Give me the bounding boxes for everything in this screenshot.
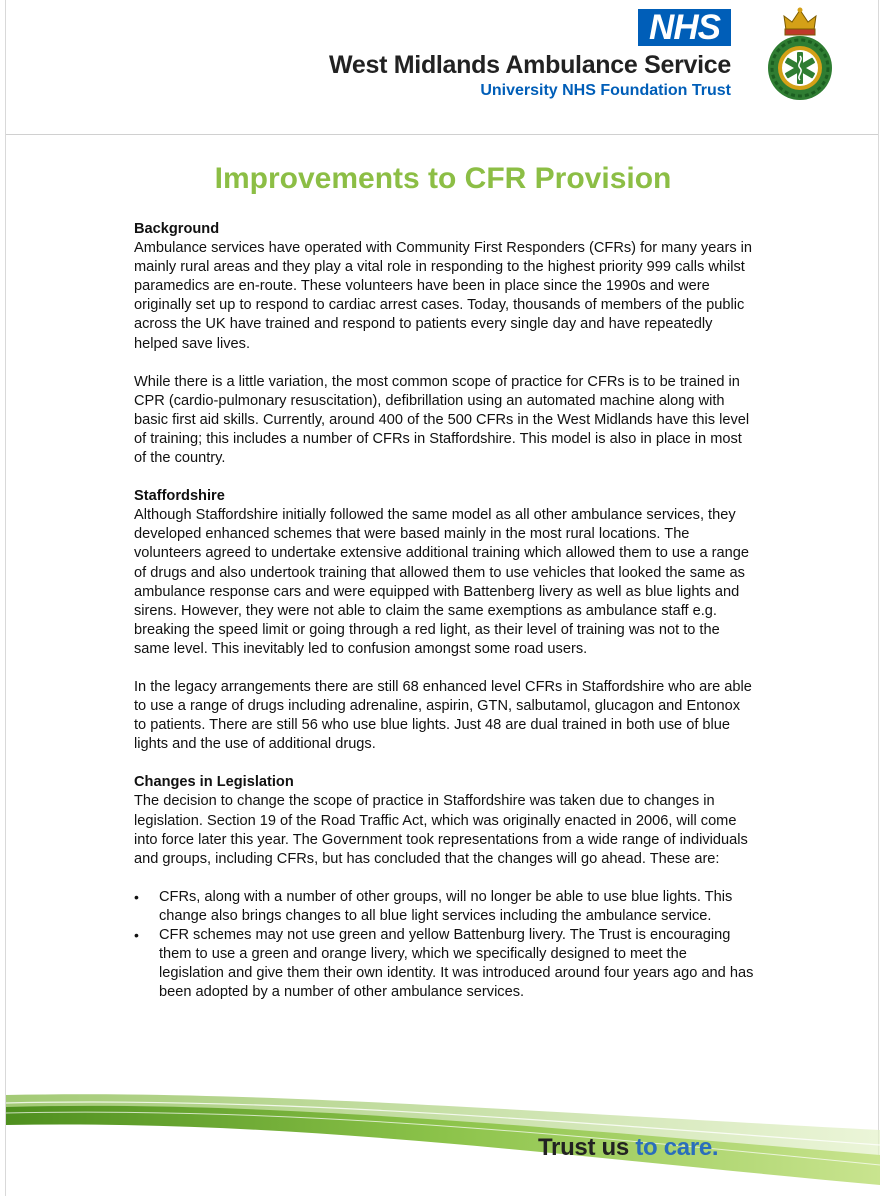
header-divider (6, 134, 878, 135)
tagline-dark: Trust us (538, 1134, 629, 1161)
list-item (134, 926, 754, 1002)
legislation-heading: Changes in Legislation (134, 774, 294, 791)
footer-tagline (538, 1134, 718, 1162)
background-heading: Background (134, 221, 220, 237)
bullet-icon: • (134, 927, 139, 943)
bullet-icon: • (134, 888, 139, 905)
background-paragraph-1: Ambulance services have operated with Community First Responders (CFRs) for many years in mainly rural areas and they play a vital role in responding to the highest priority 999 calls whilst paramedics are en-route. These volunteers have been in place since the 1990s and were originally set up to respond to cardiac arrest cases. Today, thousands of members of the public across the UK have trained and respond to patients every single day and have repeatedly helped save lives. (134, 240, 753, 352)
tagline-blue: to care. (635, 1134, 719, 1161)
background-paragraph-2: While there is a little variation, the most common scope of practice for CFRs is to be trained in CPR (cardio-pulmonary resuscitation), defibrillation using an automated machine along with basic first aid skills. Currently, around 400 of the 500 CFRs in the West Midlands have this level of training; this includes a number of CFRs in Staffordshire. This model is also in place in most of the country. (134, 373, 750, 467)
document-body (134, 220, 754, 1002)
trust-name: University NHS Foundation Trust (480, 82, 731, 99)
staffordshire-paragraph-2: In the legacy arrangements there are still 68 enhanced level CFRs in Staffordshire who are able to use a range of drugs including adrenaline, aspirin, GTN, salbutamol, glucagon and Entonox to patients. There are still 56 who use blue lights. Just 48 are dual trained in both use of blue lights and the use of additional drugs. (134, 678, 752, 753)
footer-swoosh-graphic (0, 1085, 886, 1200)
list-item (134, 888, 754, 926)
legislation-paragraph-1: The decision to change the scope of practice in Staffordshire was taken due to changes in legislation. Section 19 of the Road Traffic Act, which was originally enacted in 2006, will come into force later this year. The Government took representations from a wide range of individuals and groups, including CFRs, but has concluded that the changes will go ahead. These are: (134, 793, 748, 867)
staffordshire-heading: Staffordshire (134, 488, 225, 505)
organisation-name: West Midlands Ambulance Service (329, 51, 731, 79)
staffordshire-paragraph-1: Although Staffordshire initially followed the same model as all other ambulance services, they developed enhanced schemes that were based mainly in the most rural locations. The volunteers agreed to undertake extensive additional training which allowed them to use a range of drugs and also undertook training that allowed them to use vehicles that looked the same as ambulance response cars and were equipped with Battenberg livery as well as blue lights and sirens. However, they were not able to claim the same exemptions as ambulance staff e.g. breaking the speed limit or going through a red light, as their level of training was not to the same level. This inevitably led to confusion amongst some road users. (134, 507, 749, 657)
bullet-text: CFRs, along with a number of other groups, will no longer be able to use blue lights. This change also brings changes to all blue light services including the ambulance service. (159, 888, 733, 924)
document-title: Improvements to CFR Provision (214, 162, 672, 195)
bullet-text: CFR schemes may not use green and yellow Battenburg livery. The Trust is encouraging them to use a green and orange livery, which we specifically designed to meet the legislation and give them their own identity. It was introduced around four years ago and has been adopted by a number of other ambulance services. (159, 927, 754, 1001)
legislation-bullet-list (134, 888, 754, 1003)
ambulance-service-crest-icon (766, 2, 834, 104)
nhs-logo: NHS (638, 9, 731, 46)
